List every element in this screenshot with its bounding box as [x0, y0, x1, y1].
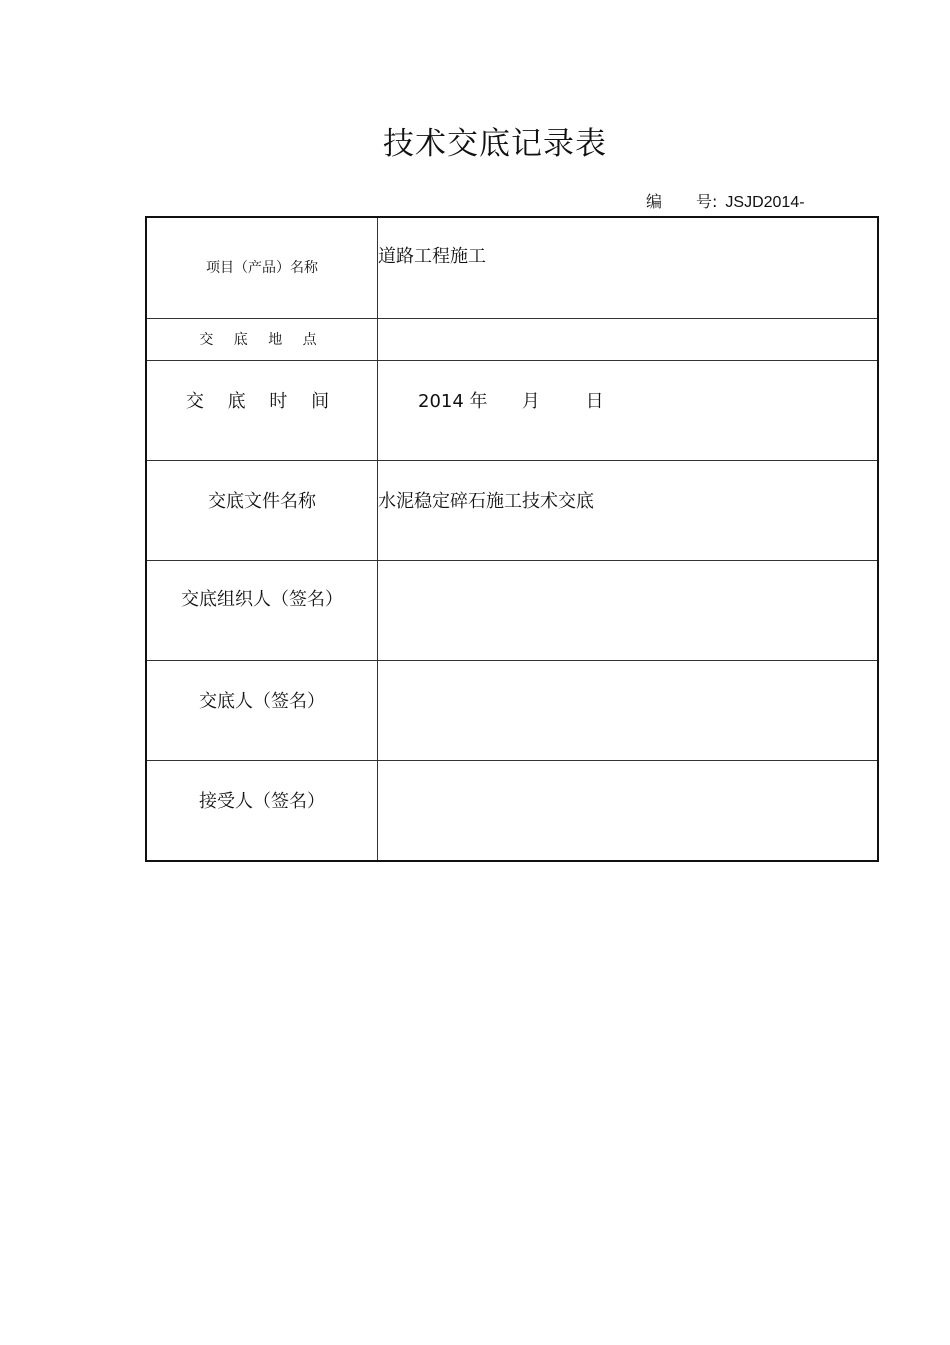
row-project: [146, 217, 878, 319]
row-time: [146, 361, 878, 461]
serial-label-b: 号:: [696, 192, 718, 211]
project-value-cell[interactable]: [378, 217, 879, 319]
doc-label-cell: [146, 461, 378, 561]
organizer-label-cell: [146, 561, 378, 661]
organizer-signature-cell[interactable]: [378, 561, 879, 661]
discloser-label: 交底人（签名）: [199, 691, 325, 712]
receiver-label: 接受人（签名）: [199, 791, 325, 812]
row-organizer: [146, 561, 878, 661]
row-place: [146, 319, 878, 361]
place-label: 交 底 地 点: [199, 332, 325, 348]
document-title: 技术交底记录表: [383, 126, 607, 162]
doc-value-cell[interactable]: [378, 461, 879, 561]
serial-number: [646, 189, 805, 212]
doc-label: 交底文件名称: [208, 491, 316, 512]
project-label: 项目（产品）名称: [206, 260, 318, 276]
discloser-signature-cell[interactable]: [378, 661, 879, 761]
discloser-label-cell: [146, 661, 378, 761]
place-value-cell[interactable]: [378, 319, 879, 361]
time-value: 2014 年 月 日: [418, 391, 604, 412]
place-label-cell: [146, 319, 378, 361]
receiver-signature-cell[interactable]: [378, 761, 879, 862]
project-value: 道路工程施工: [378, 246, 486, 267]
time-label-cell: [146, 361, 378, 461]
serial-value: JSJD2014-: [725, 194, 805, 211]
doc-value: 水泥稳定碎石施工技术交底: [378, 491, 594, 512]
receiver-label-cell: [146, 761, 378, 862]
serial-label-a: 编: [646, 192, 663, 211]
time-label: 交 底 时 间: [185, 391, 339, 412]
row-discloser: [146, 661, 878, 761]
row-document-name: [146, 461, 878, 561]
project-label-cell: [146, 217, 378, 319]
record-table: [145, 216, 879, 862]
organizer-label: 交底组织人（签名）: [181, 589, 343, 610]
time-value-cell[interactable]: [378, 361, 879, 461]
row-receiver: [146, 761, 878, 862]
